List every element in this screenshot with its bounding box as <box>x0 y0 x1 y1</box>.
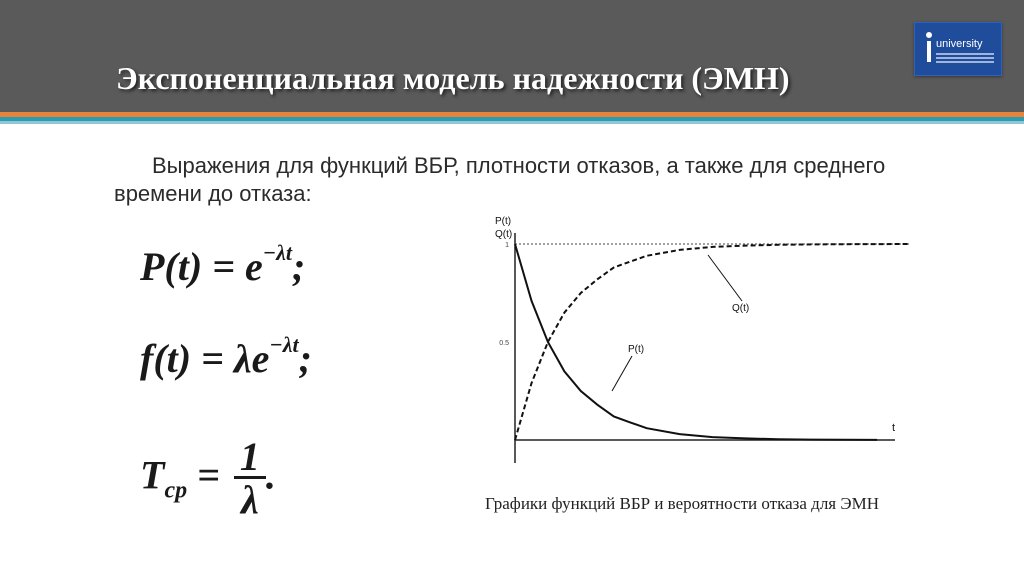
formula-density-tail: ; <box>298 336 312 381</box>
formula-mean-time-tail: . <box>265 452 276 498</box>
reliability-chart <box>470 205 930 475</box>
accent-stripe-light <box>0 121 1024 124</box>
formula-density-lhs: f(t) = λe <box>140 336 270 381</box>
series-label-p: P(t) <box>628 344 645 355</box>
series-label-q: Q(t) <box>732 303 750 314</box>
university-logo-icon <box>926 32 932 62</box>
formula-reliability <box>140 240 305 290</box>
slide-title: Экспоненциальная модель надежности (ЭМН) <box>116 60 790 96</box>
logo-subtext-lines <box>936 53 994 55</box>
formula-reliability-tail: ; <box>291 244 306 289</box>
y-tick-label-0-5: 0.5 <box>499 340 509 347</box>
chart-caption: Графики функций ВБР и вероятности отказа для ЭМН <box>485 494 879 513</box>
university-logo <box>914 22 1002 76</box>
y-axis-label-q: Q(t) <box>495 229 513 240</box>
fraction-numerator: 1 <box>234 438 266 479</box>
formula-mean-time-subscript: ср <box>164 477 188 504</box>
y-axis-label-p: P(t) <box>495 216 512 227</box>
formula-density-exponent: −λt <box>269 332 299 357</box>
leader-line-p <box>612 356 632 391</box>
formula-mean-time-fraction <box>234 434 266 522</box>
leader-line-q <box>708 255 742 301</box>
series-line-pt <box>515 244 877 440</box>
formula-reliability-exponent: −λt <box>262 240 292 265</box>
fraction-denominator: λ <box>241 477 259 522</box>
title-bar <box>0 0 1024 112</box>
y-tick-label-1: 1 <box>505 242 509 249</box>
formula-mean-time <box>140 434 276 522</box>
intro-paragraph: Выражения для функций ВБР, плотности отказов, а также для среднего времени до отказа: <box>114 153 886 206</box>
x-axis-label: t <box>892 422 896 434</box>
formula-mean-time-lhs: T <box>140 452 165 498</box>
logo-wordmark: university <box>936 38 983 50</box>
formula-mean-time-eq: = <box>187 452 220 498</box>
formula-density <box>140 332 312 382</box>
formula-reliability-lhs: P(t) = e <box>140 244 263 289</box>
series-line-qt <box>515 244 910 440</box>
